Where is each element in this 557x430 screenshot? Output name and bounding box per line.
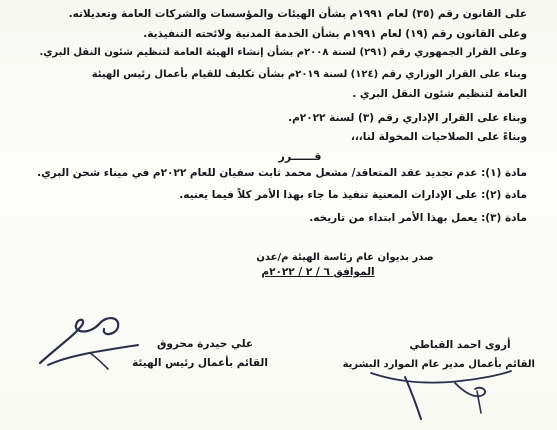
preamble-line-4: وبناء على القرار الوزاري رقم (١٢٤) لسنة ٢٠١٩م بشأن تكليف للقيام بأعمال رئيس الهيئة [91, 69, 527, 80]
article-1: مادة (١): عدم تجديد عقد المتعاقد/ مشعل محمد ثابت سفيان للعام ٢٠٢٢م في ميناء شحن البري. [37, 167, 527, 179]
left-signatory-name: علي حيدرة محروق [156, 338, 254, 350]
article-2: مادة (٢): على الإدارات المعنية تنفيذ ما جاء بهذا الأمر كلاً فيما يعنيه. [179, 189, 527, 201]
preamble-line-2: وعلى القانون رقم (١٩) لعام ١٩٩١م بشأن الخدمة المدنية ولائحته التنفيذية. [143, 28, 527, 40]
left-handwritten-signature [30, 305, 150, 375]
preamble-line-5: العامة لتنظيم شئون النقل البري . [352, 88, 527, 100]
issued-date: الموافق ٦ / ٢ / ٢٠٢٢م [261, 266, 375, 278]
issued-line: صدر بديوان عام رئاسة الهيئة م/عدن [256, 252, 434, 263]
right-signatory-title: القائم بأعمال مدير عام الموارد البشرية [342, 359, 535, 370]
left-signatory-title: القائم بأعمال رئيس الهيئة [132, 357, 268, 369]
preamble-line-7: وبناءً على الصلاحيات المخولة لنا،،، [350, 131, 527, 143]
article-3: مادة (٣): يعمل بهذا الأمر ابتداء من تاريخه. [309, 212, 527, 224]
right-signatory-name: أروى احمد القباطي [409, 339, 511, 351]
decision-heading: قــــــرر [278, 150, 322, 163]
right-handwritten-signature [365, 355, 515, 425]
preamble-line-1: على القانون رقم (٣٥) لعام ١٩٩١م بشأن الهيئات والمؤسسات والشركات العامة وتعديلاته. [68, 8, 527, 20]
preamble-line-3: وعلى القرار الجمهوري رقم (٢٩١) لسنة ٢٠٠٨م بشأن إنشاء الهيئة العامة لتنظيم شئون النقل البري. [39, 47, 527, 58]
preamble-line-6: وبناء على القرار الإداري رقم (٣) لسنة ٢٠٢٢م. [288, 112, 527, 124]
